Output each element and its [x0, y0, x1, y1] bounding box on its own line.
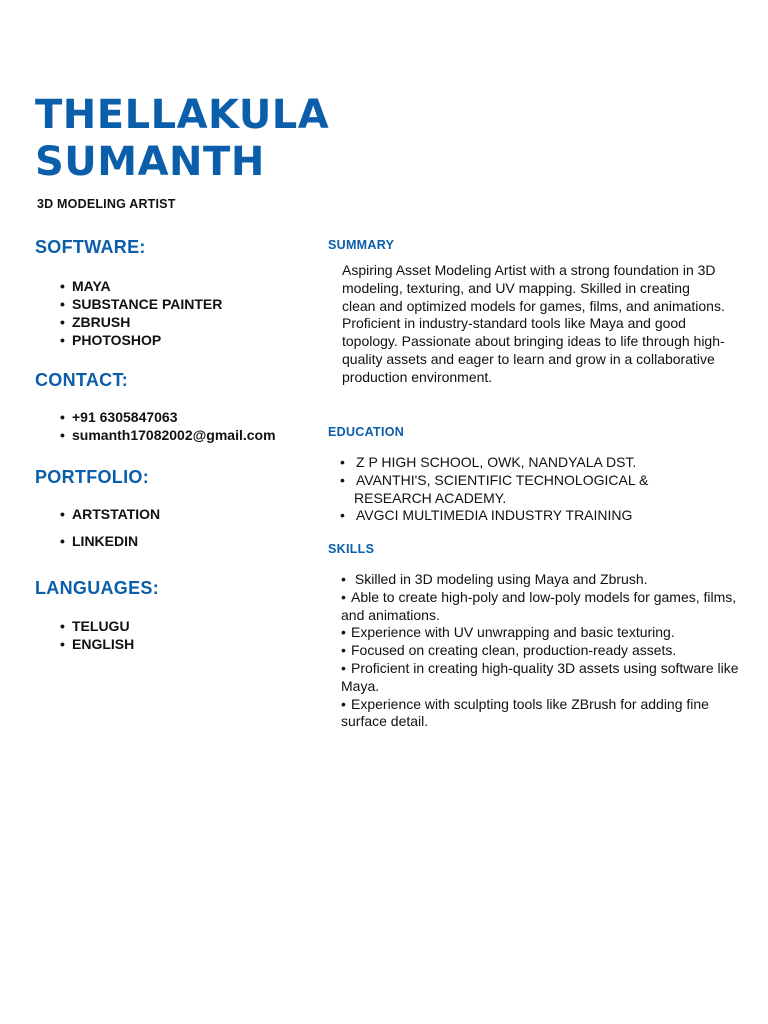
skill-item: • Experience with UV unwrapping and basic texturing.	[341, 624, 741, 642]
skill-item: • Experience with sculpting tools like ZBrush for adding fine surface detail.	[341, 696, 741, 732]
portfolio-link-linkedin: • LINKEDIN	[60, 532, 160, 550]
education-item: • Z P HIGH SCHOOL, OWK, NANDYALA DST.	[340, 454, 720, 472]
contact-heading: CONTACT:	[35, 370, 129, 390]
language-item: • ENGLISH	[60, 635, 134, 653]
software-item: • ZBRUSH	[60, 313, 222, 331]
education-item: • AVANTHI'S, SCIENTIFIC TECHNOLOGICAL & RESEARCH ACADEMY.	[340, 472, 720, 508]
languages-heading: LANGUAGES:	[35, 578, 159, 598]
education-heading: EDUCATION	[328, 425, 405, 439]
contact-list	[60, 408, 276, 444]
skill-item: • Proficient in creating high-quality 3D assets using software like Maya.	[341, 660, 741, 696]
skill-item: • Skilled in 3D modeling using Maya and Zbrush.	[341, 571, 741, 589]
software-heading: SOFTWARE:	[35, 237, 146, 257]
portfolio-heading: PORTFOLIO:	[35, 467, 149, 487]
job-title: 3D MODELING ARTIST	[37, 197, 176, 211]
portfolio-link-artstation: • ARTSTATION	[60, 505, 160, 523]
software-item: • SUBSTANCE PAINTER	[60, 295, 222, 313]
name-first-line: THELLAKULA	[35, 92, 330, 138]
name-second-line: SUMANTH	[35, 139, 265, 185]
language-item: • TELUGU	[60, 617, 134, 635]
skills-list	[341, 571, 741, 731]
skills-heading: SKILLS	[328, 542, 375, 556]
portfolio-list	[60, 505, 160, 550]
languages-list	[60, 617, 134, 653]
education-item: • AVGCI MULTIMEDIA INDUSTRY TRAINING	[340, 507, 720, 525]
skill-item: • Able to create high-poly and low-poly models for games, films, and animations.	[341, 589, 741, 625]
skill-item: • Focused on creating clean, production-ready assets.	[341, 642, 741, 660]
software-item: • PHOTOSHOP	[60, 331, 222, 349]
email-address: • sumanth17082002@gmail.com	[60, 426, 276, 444]
summary-paragraph: Aspiring Asset Modeling Artist with a strong foundation in 3D modeling, texturing, and UV mapping. Skilled in creating clean and optimized models for games, films, and animations. Proficient in industry-standard tools like Maya and good topology. Passionate about bringing ideas to life through high-quality assets and eager to learn and grow in a collaborative production environment.	[342, 262, 725, 385]
phone-number: • +91 6305847063	[60, 408, 276, 426]
software-list	[60, 277, 222, 349]
candidate-name	[35, 92, 329, 186]
summary-heading: SUMMARY	[328, 238, 395, 252]
education-list	[340, 454, 720, 525]
software-item: • MAYA	[60, 277, 222, 295]
